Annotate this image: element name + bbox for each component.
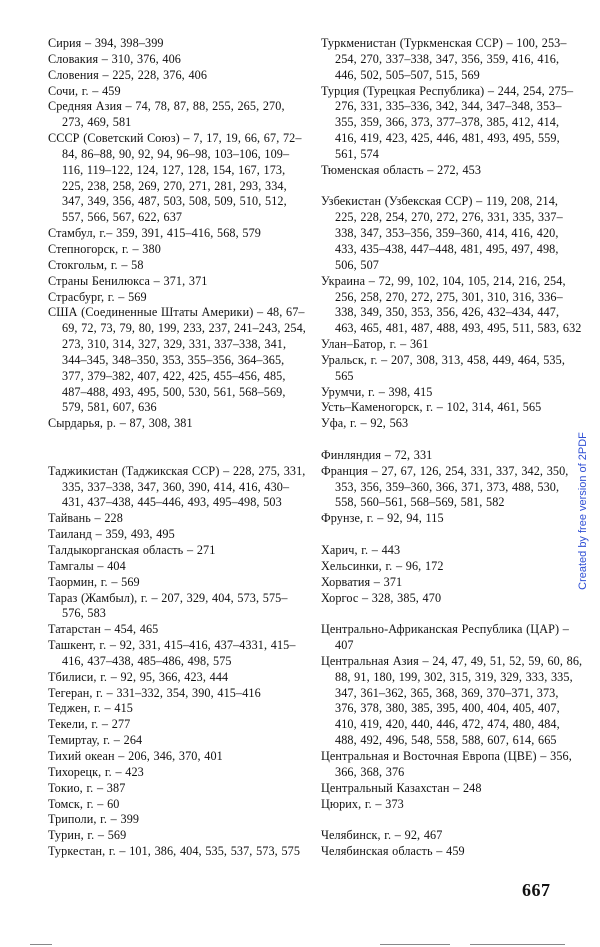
index-entry: Хельсинки, г. – 96, 172 bbox=[321, 558, 444, 573]
index-entry: Челябинская область – 459 bbox=[321, 844, 465, 859]
index-entry: Сирия – 394, 398–399 bbox=[48, 36, 164, 50]
index-entry: Степногорск, г. – 380 bbox=[48, 241, 161, 256]
index-entry: Украина – 72, 99, 102, 104, 105, 214, 216, 254, 256, 258, 270, 272, 275, 301, 310, 316, 336–338, 349, 350, 353, 356, 426, 432–434, 447, 463, 465, 481, 487, 488, 493, 495, 511, 583, 632 bbox=[321, 273, 582, 336]
index-entry: Тараз (Жамбыл), г. – 207, 329, 404, 573, 575–576, 583 bbox=[48, 590, 288, 621]
index-entry: Турин, г. – 569 bbox=[48, 828, 127, 843]
index-entry: Челябинск, г. – 92, 467 bbox=[321, 828, 443, 843]
index-entry: Туркменистан (Туркменская ССР) – 100, 253–254, 270, 337–338, 347, 356, 359, 416, 416, 446, 502, 505–507, 515, 569 bbox=[321, 36, 567, 82]
index-entry: Токио, г. – 387 bbox=[48, 780, 126, 795]
index-column-right bbox=[321, 36, 583, 860]
index-entry: Тюменская область – 272, 453 bbox=[321, 162, 482, 177]
index-entry: Сочи, г. – 459 bbox=[48, 83, 121, 98]
index-entry: Таиланд – 359, 493, 495 bbox=[48, 527, 175, 542]
index-entry: Улан–Батор, г. – 361 bbox=[321, 337, 429, 352]
index-entry: Талдыкорганская область – 271 bbox=[48, 543, 216, 557]
page-number: 667 bbox=[522, 880, 551, 900]
index-entry: Тихорецк, г. – 423 bbox=[48, 764, 144, 779]
scan-artifact-line bbox=[470, 944, 565, 945]
index-entry: Центральная Азия – 24, 47, 49, 51, 52, 59, 60, 86, 88, 91, 180, 199, 302, 315, 319, 329, 333, 335, 347, 361–362, 365, 368, 369, 370–371, 373, 376, 378, 380, 385, 395, 400, 404, 405, 407, 410, 419, 420, 440, 446, 472, 474, 480, 484, 488, 492, 496, 548, 558, 588, 607, 614, 665 bbox=[321, 653, 583, 748]
index-entry: Уральск, г. – 207, 308, 313, 458, 449, 464, 535, 565 bbox=[321, 352, 565, 383]
letter-group-gap bbox=[321, 432, 583, 448]
scan-artifact-line bbox=[380, 944, 450, 945]
index-entry: Стамбул, г.– 359, 391, 415–416, 568, 579 bbox=[48, 226, 262, 241]
letter-group-gap bbox=[48, 432, 308, 464]
index-entry: Стокгольм, г. – 58 bbox=[48, 257, 144, 272]
letter-group-gap bbox=[321, 527, 583, 543]
index-entry: Словакия – 310, 376, 406 bbox=[48, 51, 181, 66]
index-entry: США (Соединенные Штаты Америки) – 48, 67–69, 72, 73, 79, 80, 199, 233, 237, 241–243, 254, 273, 310, 314, 327, 329, 331, 337–338, 341, 344–345, 348–350, 353, 355–356, 364–365, 377, 379–382, 407, 422, 425, 455–456, 485, 487–488, 493, 495, 500, 530, 561, 568–569, 579, 581, 607, 636 bbox=[48, 305, 306, 415]
index-entry: Словения – 225, 228, 376, 406 bbox=[48, 67, 208, 82]
index-entry: Средняя Азия – 74, 78, 87, 88, 255, 265, 270, 273, 469, 581 bbox=[48, 99, 285, 130]
index-entry: Урумчи, г. – 398, 415 bbox=[321, 384, 433, 399]
index-entry: Ташкент, г. – 92, 331, 415–416, 437–4331, 415–416, 437–438, 485–486, 498, 575 bbox=[48, 638, 296, 668]
index-entry: Туркестан, г. – 101, 386, 404, 535, 537, 573, 575 bbox=[48, 844, 301, 859]
index-entry: Цюрих, г. – 373 bbox=[321, 796, 404, 811]
index-entry: Тегеран, г. – 331–332, 354, 390, 415–416 bbox=[48, 685, 261, 700]
letter-group-gap bbox=[321, 812, 583, 828]
letter-group-gap bbox=[321, 606, 583, 622]
index-entry: СССР (Советский Союз) – 7, 17, 19, 66, 67, 72–84, 86–88, 90, 92, 94, 96–98, 103–106, 109–116, 119–122, 124, 127, 128, 154, 167, 173, 225, 238, 258, 269, 270, 271, 281, 293, 334, 347, 349, 356, 487, 503, 508, 509, 510, 512, 557, 566, 567, 622, 637 bbox=[48, 131, 302, 225]
index-column-left bbox=[48, 36, 308, 860]
index-entry: Усть–Каменогорск, г. – 102, 314, 461, 565 bbox=[321, 400, 542, 415]
index-entry: Турция (Турецкая Республика) – 244, 254, 275–276, 331, 335–336, 342, 344, 347–348, 353–355, 359, 366, 373, 377–378, 385, 412, 414, 416, 419, 423, 425, 446, 481, 493, 495, 559, 561, 574 bbox=[321, 83, 574, 161]
index-entry: Фрунзе, г. – 92, 94, 115 bbox=[321, 511, 444, 526]
index-entry: Тихий океан – 206, 346, 370, 401 bbox=[48, 748, 223, 763]
watermark-text: Created by free version of 2PDF bbox=[577, 432, 589, 590]
index-entry: Татарстан – 454, 465 bbox=[48, 622, 159, 637]
index-entry: Сырдарья, р. – 87, 308, 381 bbox=[48, 416, 193, 431]
watermark bbox=[571, 366, 595, 656]
index-entry: Тайвань – 228 bbox=[48, 511, 123, 526]
index-entry: Таормин, г. – 569 bbox=[48, 574, 140, 589]
index-entry: Финляндия – 72, 331 bbox=[321, 447, 433, 462]
index-entry: Тбилиси, г. – 92, 95, 366, 423, 444 bbox=[48, 669, 229, 684]
index-entry: Теджен, г. – 415 bbox=[48, 701, 133, 716]
index-entry: Франция – 27, 67, 126, 254, 331, 337, 342, 350, 353, 356, 359–360, 366, 371, 373, 488, 530, 558, 560–561, 568–569, 581, 582 bbox=[321, 463, 569, 510]
index-entry: Темиртау, г. – 264 bbox=[48, 733, 143, 748]
index-entry: Тамгалы – 404 bbox=[48, 558, 126, 573]
scan-artifact-line bbox=[30, 944, 52, 945]
index-entry: Страсбург, г. – 569 bbox=[48, 289, 147, 304]
index-entry: Центрально-Африканская Республика (ЦАР) – 407 bbox=[321, 622, 569, 653]
index-entry: Уфа, г. – 92, 563 bbox=[321, 416, 409, 431]
index-entry: Хорватия – 371 bbox=[321, 574, 403, 589]
index-entry: Томск, г. – 60 bbox=[48, 796, 120, 811]
index-entry: Таджикистан (Таджикская ССР) – 228, 275, 331, 335, 337–338, 347, 360, 390, 414, 416, 430–431, 437–438, 445–446, 493, 495–498, 503 bbox=[48, 463, 306, 510]
index-entry: Центральная и Восточная Европа (ЦВЕ) – 356, 366, 368, 376 bbox=[321, 748, 572, 779]
index-entry: Текели, г. – 277 bbox=[48, 717, 131, 732]
index-entry: Харич, г. – 443 bbox=[321, 543, 401, 557]
index-entry: Узбекистан (Узбекская ССР) – 119, 208, 214, 225, 228, 254, 270, 272, 276, 331, 335, 337–338, 347, 353–356, 359–360, 414, 416, 420, 433, 435–438, 447–448, 481, 495, 497, 498, 506, 507 bbox=[321, 194, 563, 272]
index-entry: Страны Бенилюкса – 371, 371 bbox=[48, 273, 208, 288]
letter-group-gap bbox=[321, 179, 583, 195]
index-entry: Хоргос – 328, 385, 470 bbox=[321, 590, 442, 605]
index-entry: Центральный Казахстан – 248 bbox=[321, 780, 482, 795]
index-entry: Триполи, г. – 399 bbox=[48, 812, 140, 827]
